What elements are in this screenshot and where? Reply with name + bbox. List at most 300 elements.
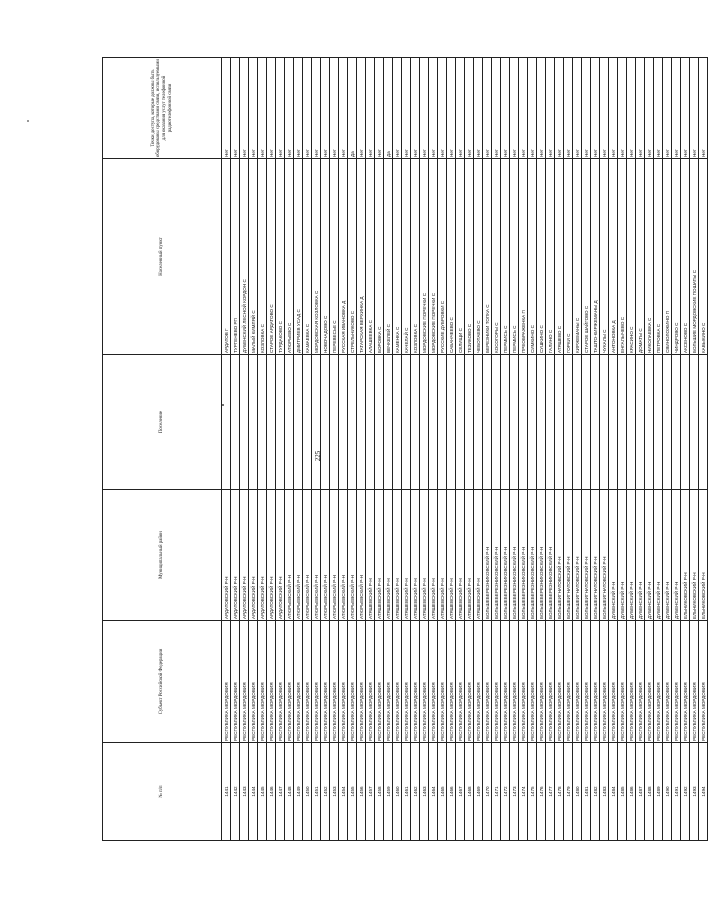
cell-access-point: Нет [294,58,303,159]
cell-subject: РЕСПУБЛИКА МОРДОВИЯ [276,621,285,743]
cell-district: ДУБЕНСКИЙ Р-Н [672,490,681,621]
cell-locality: ПЕРМИСЬ С [501,159,510,355]
cell-number: 1488 [645,743,654,841]
cell-access-point: Нет [483,58,492,159]
cell-subject: РЕСПУБЛИКА МОРДОВИЯ [681,621,690,743]
cell-access-point: Да [348,58,357,159]
cell-access-point: Нет [600,58,609,159]
cell-locality: СТАРОЕ ШАЙГОВО С [582,159,591,355]
cell-subject: РЕСПУБЛИКА МОРДОВИЯ [690,621,699,743]
cell-settlement [447,355,456,490]
cell-access-point: Нет [303,58,312,159]
table-row [357,58,366,841]
table-row [663,58,672,841]
cell-settlement [267,355,276,490]
cell-number: 1462 [411,743,420,841]
cell-district: АТЮРЬЕВСКИЙ Р-Н [348,490,357,621]
cell-number: 1445 [258,743,267,841]
cell-subject: РЕСПУБЛИКА МОРДОВИЯ [555,621,564,743]
cell-locality: МОРДОВСКАЯ КОЗЛОВКА С [312,159,321,355]
cell-locality: ТУРГЕНЕВО РП [231,159,240,355]
table-row [303,58,312,841]
cell-settlement [609,355,618,490]
cell-locality: КАМАЕВКА С [303,159,312,355]
cell-number: 1441 [222,743,231,841]
cell-number: 1482 [591,743,600,841]
cell-subject: РЕСПУБЛИКА МОРДОВИЯ [411,621,420,743]
cell-locality: КАЧЕЛАЙ С [402,159,411,355]
cell-subject: РЕСПУБЛИКА МОРДОВИЯ [222,621,231,743]
table-row [528,58,537,841]
cell-number: 1467 [456,743,465,841]
cell-settlement [294,355,303,490]
cell-settlement [312,355,321,490]
cell-subject: РЕСПУБЛИКА МОРДОВИЯ [357,621,366,743]
table-row [384,58,393,841]
cell-settlement [285,355,294,490]
cell-district: АТЯШЕВСКИЙ Р-Н [393,490,402,621]
cell-number: 1466 [447,743,456,841]
cell-district: БОЛЬШЕИГНАТОВСКИЙ Р-Н [555,490,564,621]
cell-locality: СТАРОЕ АРДАТОВО С [267,159,276,355]
cell-district: АРДАТОВСКИЙ Р-Н [231,490,240,621]
cell-subject: РЕСПУБЛИКА МОРДОВИЯ [303,621,312,743]
cell-access-point: Нет [474,58,483,159]
cell-number: 1447 [276,743,285,841]
cell-locality: СВИНОЛОЖИНО П [663,159,672,355]
cell-number: 1460 [393,743,402,841]
cell-locality: МАЛЫЙ КИМЛЯЙ С [249,159,258,355]
cell-access-point: Нет [429,58,438,159]
cell-access-point: Нет [456,58,465,159]
cell-district: АТЯШЕВСКИЙ Р-Н [456,490,465,621]
cell-subject: РЕСПУБЛИКА МОРДОВИЯ [339,621,348,743]
cell-district: БОЛЬШЕИГНАТОВСКИЙ Р-Н [573,490,582,621]
header-row [103,58,222,841]
table-row [429,58,438,841]
cell-access-point: Нет [627,58,636,159]
cell-access-point: Нет [681,58,690,159]
cell-settlement [564,355,573,490]
cell-district: ДУБЕНСКИЙ Р-Н [618,490,627,621]
cell-subject: РЕСПУБЛИКА МОРДОВИЯ [609,621,618,743]
cell-settlement [537,355,546,490]
cell-access-point: Нет [492,58,501,159]
header-access-points: Точки доступа, которые должны быть оборудованы средствами связи, используемыми для оказания услуг телефонной радиотелефонной связи [103,58,222,159]
table-row [330,58,339,841]
cell-subject: РЕСПУБЛИКА МОРДОВИЯ [384,621,393,743]
cell-locality: АТЮРЬЕВО С [285,159,294,355]
cell-settlement [474,355,483,490]
cell-settlement [672,355,681,490]
cell-subject: РЕСПУБЛИКА МОРДОВИЯ [267,621,276,743]
cell-locality: РУССКИЕ ДУБРОВКИ С [438,159,447,355]
cell-access-point: Нет [231,58,240,159]
table-row [465,58,474,841]
cell-district: АТЮРЬЕВСКИЙ Р-Н [330,490,339,621]
cell-settlement [393,355,402,490]
cell-number: 1473 [510,743,519,841]
table-row [546,58,555,841]
cell-number: 1477 [546,743,555,841]
cell-locality: ТАШТО-КИРЖЕМАНЫ Д [591,159,600,355]
cell-settlement [357,355,366,490]
cell-district: ЕЛЬНИКОВСКИЙ Р-Н [690,490,699,621]
cell-number: 1486 [627,743,636,841]
cell-locality: СУШКИНО С [537,159,546,355]
cell-district: АТЯШЕВСКИЙ Р-Н [420,490,429,621]
cell-access-point: Нет [222,58,231,159]
cell-locality: ДОМАТЫ С [636,159,645,355]
cell-settlement [222,355,231,490]
cell-number: 1454 [339,743,348,841]
cell-district: ДУБЕНСКИЙ Р-Н [645,490,654,621]
cell-number: 1453 [330,743,339,841]
cell-settlement [384,355,393,490]
cell-number: 1479 [564,743,573,841]
cell-access-point: Нет [537,58,546,159]
cell-subject: РЕСПУБЛИКА МОРДОВИЯ [663,621,672,743]
cell-district: АТЯШЕВСКИЙ Р-Н [366,490,375,621]
cell-settlement [465,355,474,490]
cell-subject: РЕСПУБЛИКА МОРДОВИЯ [429,621,438,743]
table-row [294,58,303,841]
cell-settlement [690,355,699,490]
cell-subject: РЕСПУБЛИКА МОРДОВИЯ [492,621,501,743]
header-settlement: Поселение [103,355,222,490]
cell-subject: РЕСПУБЛИКА МОРДОВИЯ [618,621,627,743]
cell-subject: РЕСПУБЛИКА МОРДОВИЯ [393,621,402,743]
cell-number: 1465 [438,743,447,841]
table-row [249,58,258,841]
table-row [564,58,573,841]
table-row [483,58,492,841]
cell-settlement [420,355,429,490]
cell-locality: ТУРДАКОВО С [276,159,285,355]
cell-settlement [240,355,249,490]
cell-number: 1456 [357,743,366,841]
cell-access-point: Нет [582,58,591,159]
table-row [645,58,654,841]
cell-locality: ПРЕОБРАЖЕНКА П [519,159,528,355]
cell-access-point: Нет [465,58,474,159]
cell-number: 1471 [492,743,501,841]
cell-locality: СТРЕЛЬНИКОВО С [348,159,357,355]
cell-district: АТЯШЕВСКИЙ Р-Н [402,490,411,621]
cell-subject: РЕСПУБЛИКА МОРДОВИЯ [528,621,537,743]
table-row [636,58,645,841]
cell-number: 1459 [384,743,393,841]
table-row [285,58,294,841]
table-row [393,58,402,841]
cell-locality: НОВОЧАДОВО С [321,159,330,355]
table-row [267,58,276,841]
cell-district: ДУБЕНСКИЙ Р-Н [627,490,636,621]
table-row [681,58,690,841]
cell-settlement [339,355,348,490]
cell-access-point: Нет [240,58,249,159]
cell-subject: РЕСПУБЛИКА МОРДОВИЯ [231,621,240,743]
table-row [375,58,384,841]
cell-number: 1470 [483,743,492,841]
cell-district: АРДАТОВСКИЙ Р-Н [258,490,267,621]
cell-locality: КАМЕНКА С [393,159,402,355]
cell-number: 1483 [600,743,609,841]
cell-subject: РЕСПУБЛИКА МОРДОВИЯ [627,621,636,743]
cell-access-point: Нет [510,58,519,159]
table-row [591,58,600,841]
cell-number: 1457 [366,743,375,841]
cell-settlement [699,355,708,490]
page-number: 225 [314,450,322,462]
cell-settlement [429,355,438,490]
table-row [537,58,546,841]
cell-access-point: Нет [402,58,411,159]
cell-subject: РЕСПУБЛИКА МОРДОВИЯ [240,621,249,743]
cell-access-point: Нет [555,58,564,159]
cell-district: ДУБЕНСКИЙ Р-Н [636,490,645,621]
table-row [348,58,357,841]
table-header [103,58,222,841]
table-row [690,58,699,841]
table-row [420,58,429,841]
cell-subject: РЕСПУБЛИКА МОРДОВИЯ [501,621,510,743]
cell-locality: ЧУКАЛЫ С [600,159,609,355]
cell-access-point: Нет [249,58,258,159]
cell-locality: ТАТАРСКАЯ ВЕРХИНКА Д [357,159,366,355]
cell-settlement [249,355,258,490]
cell-settlement [510,355,519,490]
cell-subject: РЕСПУБЛИКА МОРДОВИЯ [564,621,573,743]
cell-settlement [276,355,285,490]
cell-subject: РЕСПУБЛИКА МОРДОВИЯ [438,621,447,743]
cell-access-point: Нет [321,58,330,159]
cell-access-point: Нет [312,58,321,159]
cell-locality: АНТОНОВКА Д [609,159,618,355]
cell-settlement [456,355,465,490]
cell-district: ЕЛЬНИКОВСКИЙ Р-Н [681,490,690,621]
cell-access-point: Нет [663,58,672,159]
cell-district: АТЯШЕВСКИЙ Р-Н [411,490,420,621]
table-row [654,58,663,841]
table-row [582,58,591,841]
cell-district: БОЛЬШЕБЕРЕЗНИКОВСКИЙ Р-Н [501,490,510,621]
cell-number: 1458 [375,743,384,841]
cell-number: 1490 [663,743,672,841]
cell-district: АТЯШЕВСКИЙ Р-Н [474,490,483,621]
cell-district: БОЛЬШЕБЕРЕЗНИКОВСКИЙ Р-Н [483,490,492,621]
cell-locality: ВЕЧКЕЛЕЙ С [384,159,393,355]
table-row [618,58,627,841]
cell-subject: РЕСПУБЛИКА МОРДОВИЯ [519,621,528,743]
cell-number: 1443 [240,743,249,841]
cell-access-point: Нет [357,58,366,159]
cell-district: АТЯШЕВСКИЙ Р-Н [384,490,393,621]
cell-district: БОЛЬШЕИГНАТОВСКИЙ Р-Н [582,490,591,621]
rotated-table-wrapper [102,58,706,841]
cell-access-point: Нет [645,58,654,159]
cell-locality: ПЕТРОВКА С [654,159,663,355]
cell-number: 1464 [429,743,438,841]
cell-access-point: Нет [636,58,645,159]
cell-access-point: Нет [438,58,447,159]
cell-settlement [573,355,582,490]
cell-locality: НИКОЛАЕВКА С [645,159,654,355]
cell-access-point: Нет [366,58,375,159]
cell-district: АТЮРЬЕВСКИЙ Р-Н [357,490,366,621]
cell-access-point: Нет [546,58,555,159]
cell-locality: ЧЕБОТАЕВО С [474,159,483,355]
cell-district: БОЛЬШЕБЕРЕЗНИКОВСКИЙ Р-Н [519,490,528,621]
table-row [438,58,447,841]
cell-access-point: Нет [411,58,420,159]
cell-locality: КИРЖЕМАНЫ С [573,159,582,355]
cell-district: БОЛЬШЕИГНАТОВСКИЙ Р-Н [564,490,573,621]
cell-settlement [501,355,510,490]
table-row [258,58,267,841]
cell-access-point: Нет [375,58,384,159]
cell-subject: РЕСПУБЛИКА МОРДОВИЯ [402,621,411,743]
cell-district: АРДАТОВСКИЙ Р-Н [267,490,276,621]
cell-district: БОЛЬШЕБЕРЕЗНИКОВСКИЙ Р-Н [510,490,519,621]
table-row [600,58,609,841]
cell-district: БОЛЬШЕБЕРЕЗНИКОВСКИЙ Р-Н [537,490,546,621]
cell-settlement [330,355,339,490]
cell-access-point: Нет [393,58,402,159]
cell-district: АРДАТОВСКИЙ Р-Н [276,490,285,621]
table-row [456,58,465,841]
cell-district: АТЮРЬЕВСКИЙ Р-Н [294,490,303,621]
cell-access-point: Нет [699,58,708,159]
table-row [447,58,456,841]
cell-number: 1487 [636,743,645,841]
cell-settlement [402,355,411,490]
cell-district: БОЛЬШЕБЕРЕЗНИКОВСКИЙ Р-Н [546,490,555,621]
cell-district: АТЯШЕВСКИЙ Р-Н [429,490,438,621]
cell-access-point: Нет [564,58,573,159]
cell-district: ДУБЕНСКИЙ Р-Н [663,490,672,621]
cell-subject: РЕСПУБЛИКА МОРДОВИЯ [375,621,384,743]
cell-district: АТЯШЕВСКИЙ Р-Н [438,490,447,621]
cell-locality: ПЕРЕВЕСЬЕ С [330,159,339,355]
cell-district: АТЯШЕВСКИЙ Р-Н [465,490,474,621]
cell-subject: РЕСПУБЛИКА МОРДОВИЯ [654,621,663,743]
table-row [402,58,411,841]
cell-subject: РЕСПУБЛИКА МОРДОВИЯ [456,621,465,743]
cell-number: 1469 [474,743,483,841]
cell-locality: МОРДОВСКИЕ ПОРЕЧКИ С [429,159,438,355]
cell-settlement [231,355,240,490]
cell-number: 1476 [537,743,546,841]
cell-access-point: Нет [654,58,663,159]
cell-settlement [645,355,654,490]
cell-number: 1468 [465,743,474,841]
header-district: Муниципальный район [103,490,222,621]
table-row [519,58,528,841]
cell-settlement [258,355,267,490]
cell-locality: ГАЛИНО С [546,159,555,355]
cell-number: 1489 [654,743,663,841]
cell-locality: БОЛЬШИЕ МОРДОВСКИЕ ПОШАТЫ С [690,159,699,355]
cell-locality: БОРОВКА С [375,159,384,355]
cell-locality: БЕРЕЗНИКИ ТОПКА С [483,159,492,355]
table-row [222,58,231,841]
cell-locality: АЛАШЕЕВКА С [366,159,375,355]
cell-subject: РЕСПУБЛИКА МОРДОВИЯ [258,621,267,743]
cell-number: 1472 [501,743,510,841]
cell-settlement [618,355,627,490]
cell-subject: РЕСПУБЛИКА МОРДОВИЯ [294,621,303,743]
cell-subject: РЕСПУБЛИКА МОРДОВИЯ [465,621,474,743]
cell-locality: АКСЕНОВО С [681,159,690,355]
cell-locality: ЕНГАЛЫЧЕВО С [618,159,627,355]
table-row [501,58,510,841]
cell-number: 1474 [519,743,528,841]
table-row [609,58,618,841]
cell-district: АТЮРЬЕВСКИЙ Р-Н [312,490,321,621]
cell-subject: РЕСПУБЛИКА МОРДОВИЯ [600,621,609,743]
cell-settlement [591,355,600,490]
cell-district: БОЛЬШЕБЕРЕЗНИКОВСКИЙ Р-Н [492,490,501,621]
cell-number: 1491 [672,743,681,841]
cell-subject: РЕСПУБЛИКА МОРДОВИЯ [546,621,555,743]
cell-subject: РЕСПУБЛИКА МОРДОВИЯ [537,621,546,743]
cell-district: АРДАТОВСКИЙ Р-Н [240,490,249,621]
cell-district: ЕЛЬНИКОВСКИЙ Р-Н [699,490,708,621]
table-body [222,58,708,841]
cell-subject: РЕСПУБЛИКА МОРДОВИЯ [510,621,519,743]
cell-locality: САБАНЧЕЕВО С [447,159,456,355]
cell-locality: ГОРКИ С [564,159,573,355]
table-row [555,58,564,841]
cell-subject: РЕСПУБЛИКА МОРДОВИЯ [312,621,321,743]
cell-district: АТЮРЬЕВСКИЙ Р-Н [321,490,330,621]
cell-access-point: Да [384,58,393,159]
table-row [699,58,708,841]
table-row [573,58,582,841]
cell-subject: РЕСПУБЛИКА МОРДОВИЯ [330,621,339,743]
cell-number: 1484 [609,743,618,841]
cell-district: АТЯШЕВСКИЙ Р-Н [447,490,456,621]
cell-subject: РЕСПУБЛИКА МОРДОВИЯ [366,621,375,743]
cell-access-point: Нет [609,58,618,159]
cell-settlement [663,355,672,490]
cell-settlement [483,355,492,490]
cell-locality: ЧИНДРОВО С [672,159,681,355]
cell-number: 1442 [231,743,240,841]
cell-access-point: Нет [447,58,456,159]
cell-subject: РЕСПУБЛИКА МОРДОВИЯ [447,621,456,743]
cell-access-point: Нет [285,58,294,159]
cell-district: АТЮРЬЕВСКИЙ Р-Н [285,490,294,621]
cell-number: 1449 [294,743,303,841]
table-row [510,58,519,841]
cell-number: 1461 [402,743,411,841]
cell-settlement [303,355,312,490]
cell-settlement [519,355,528,490]
cell-number: 1485 [618,743,627,841]
cell-district: АРДАТОВСКИЙ Р-Н [249,490,258,621]
cell-subject: РЕСПУБЛИКА МОРДОВИЯ [591,621,600,743]
table-row [411,58,420,841]
cell-settlement [627,355,636,490]
cell-district: ДУБЕНСКИЙ Р-Н [609,490,618,621]
cell-subject: РЕСПУБЛИКА МОРДОВИЯ [420,621,429,743]
cell-locality: КРАСИНО С [627,159,636,355]
header-subject: Субъект Российской Федерации [103,621,222,743]
cell-access-point: Нет [420,58,429,159]
cell-number: 1492 [681,743,690,841]
